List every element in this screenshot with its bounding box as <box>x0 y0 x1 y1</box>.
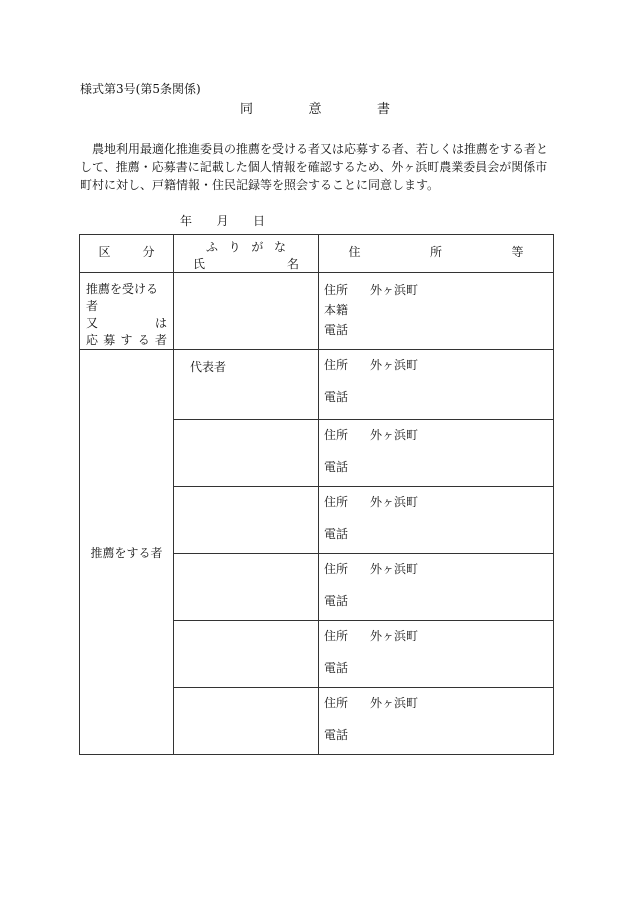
document-title <box>240 98 390 117</box>
header-address: 住 所 等 <box>319 235 554 273</box>
candidate-name-field[interactable] <box>174 273 319 350</box>
title-char: 意 <box>308 102 322 117</box>
consent-table <box>79 234 554 755</box>
candidate-label: 推薦を受ける者 又 は 応 募 す る 者 <box>80 273 174 350</box>
recommender-label: 推薦をする者 <box>80 350 174 755</box>
header-shimei: 氏 名 <box>193 257 299 271</box>
recommender-address-field[interactable]: 住所 外ヶ浜町 電話 <box>319 621 554 688</box>
header-furigana: ふ り が な <box>206 240 286 254</box>
title-char: 同 <box>240 102 254 117</box>
recommender-address-field[interactable]: 住所 外ヶ浜町 電話 <box>319 420 554 487</box>
table-header-row <box>80 235 554 273</box>
candidate-row <box>80 273 554 350</box>
recommender-name-field[interactable] <box>174 420 319 487</box>
candidate-address-field[interactable]: 住所 外ヶ浜町 本籍 電話 <box>319 273 554 350</box>
representative-label: 代表者 <box>190 360 227 374</box>
date-line <box>180 212 265 229</box>
recommender-address-field[interactable]: 住所 外ヶ浜町 電話 <box>319 487 554 554</box>
recommender-name-field[interactable] <box>174 621 319 688</box>
recommender-address-field[interactable]: 住所 外ヶ浜町 電話 <box>319 350 554 420</box>
recommender-address-field[interactable]: 住所 外ヶ浜町 電話 <box>319 554 554 621</box>
form-number: 様式第3号(第5条関係) <box>80 82 201 96</box>
representative-name-field[interactable] <box>174 350 319 420</box>
recommender-name-field[interactable] <box>174 487 319 554</box>
header-kubun: 区 分 <box>80 235 174 273</box>
recommender-name-field[interactable] <box>174 554 319 621</box>
date-day-label: 日 <box>252 214 265 228</box>
recommender-name-field[interactable] <box>174 688 319 755</box>
title-char: 書 <box>376 102 390 117</box>
header-name <box>174 235 319 273</box>
consent-body-text: 農地利用最適化推進委員の推薦を受ける者又は応募する者、若しくは推薦をする者として、推薦・応募書に記載した個人情報を確認するため、外ヶ浜町農業委員会が関係市町村に対し、戸籍情報・住民記録等を照会することに同意します。 <box>80 142 549 192</box>
recommender-row <box>80 350 554 420</box>
date-year-label: 年 <box>180 214 193 228</box>
recommender-address-field[interactable]: 住所 外ヶ浜町 電話 <box>319 688 554 755</box>
date-month-label: 月 <box>216 214 229 228</box>
